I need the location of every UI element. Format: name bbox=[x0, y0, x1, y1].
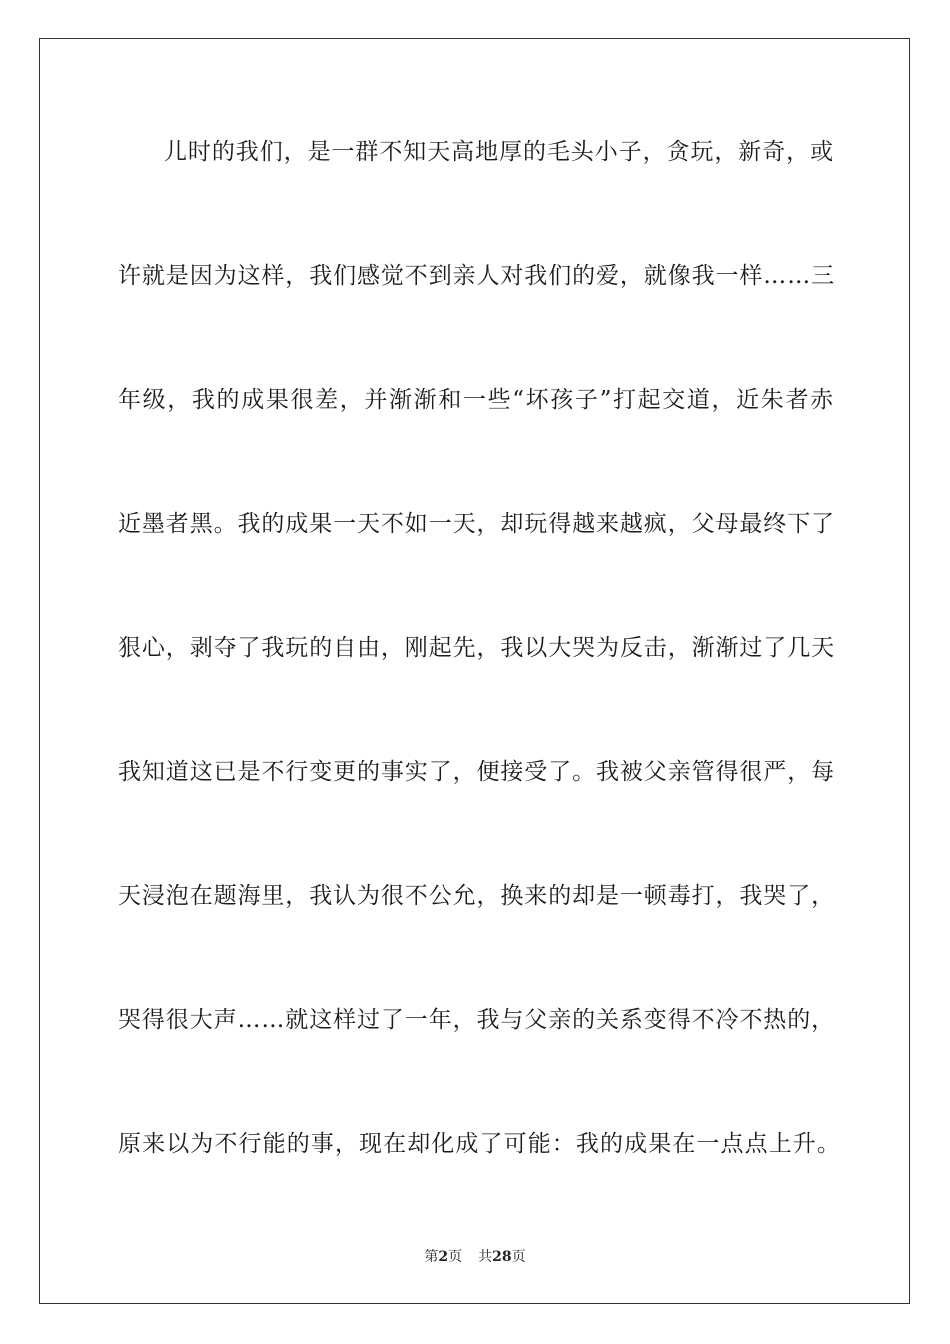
total-prefix: 共 bbox=[478, 1249, 493, 1265]
body-text-line: 许就是因为这样，我们感觉不到亲人对我们的爱，就像我一样……三 bbox=[118, 263, 835, 289]
body-text-line: 哭得很大声……就这样过了一年，我与父亲的关系变得不冷不热的， bbox=[118, 1007, 835, 1033]
body-text-line: 天浸泡在题海里，我认为很不公允，换来的却是一顿毒打，我哭了， bbox=[118, 883, 835, 909]
page-footer bbox=[0, 1247, 950, 1267]
total-pages: 28 bbox=[492, 1249, 512, 1265]
body-text-line: 狠心，剥夺了我玩的自由，刚起先，我以大哭为反击，渐渐过了几天 bbox=[118, 635, 835, 661]
page-prefix: 第 bbox=[424, 1249, 439, 1265]
document-body bbox=[118, 128, 841, 1244]
page-number: 2 bbox=[438, 1249, 449, 1265]
body-text-line: 近墨者黑。我的成果一天不如一天，却玩得越来越疯，父母最终下了 bbox=[118, 511, 835, 537]
body-text-line: 年级，我的成果很差，并渐渐和一些“坏孩子”打起交道，近朱者赤 bbox=[118, 387, 834, 413]
page-suffix: 页 bbox=[448, 1249, 463, 1265]
body-text-line: 儿时的我们，是一群不知天高地厚的毛头小子，贪玩，新奇，或 bbox=[164, 139, 834, 165]
total-suffix: 页 bbox=[511, 1249, 526, 1265]
body-text-line: 我知道这已是不行变更的事实了，便接受了。我被父亲管得很严，每 bbox=[118, 759, 835, 785]
body-text-line: 原来以为不行能的事，现在却化成了可能：我的成果在一点点上升。 bbox=[118, 1131, 841, 1157]
